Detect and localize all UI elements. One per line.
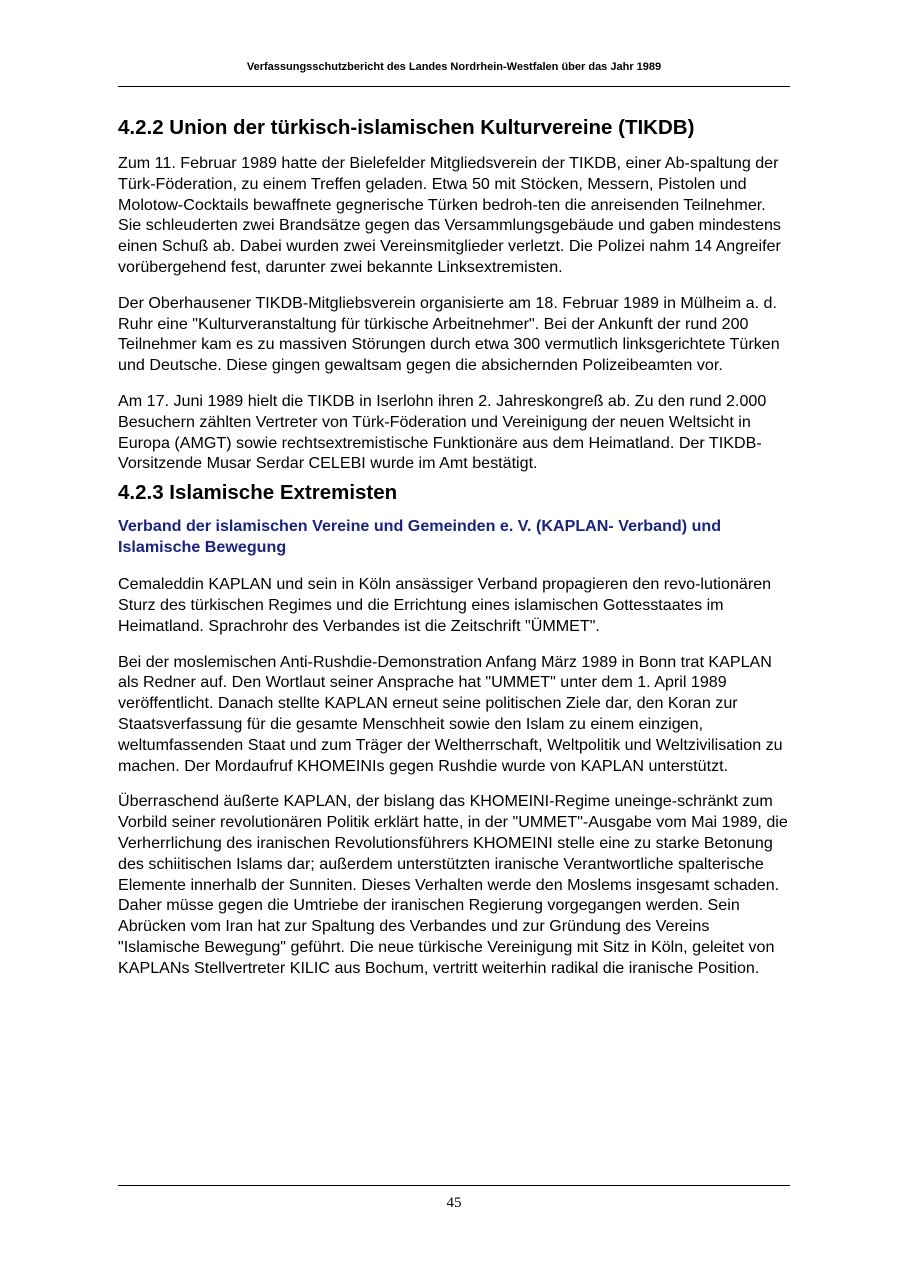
footer-divider [118, 1185, 790, 1186]
section-heading-4-2-2: 4.2.2 Union der türkisch-islamischen Kulturvereine (TIKDB) [118, 116, 695, 139]
subsection-heading: Verband der islamischen Vereine und Gemeinden e. V. (KAPLAN- Verband) und Islamische Bewegung [118, 517, 722, 557]
paragraph: Cemaleddin KAPLAN und sein in Köln ansässiger Verband propagieren den revo-lutionären Sturz des türkischen Regimes und die Errichtung eines islamischen Gottesstaates im Heimatland. Sprachrohr des Verbandes ist die Zeitschrift "ÜMMET". [118, 575, 772, 635]
paragraph: Zum 11. Februar 1989 hatte der Bielefelder Mitgliedsverein der TIKDB, einer Ab-spaltung der Türk-Föderation, zu einem Treffen geladen. Etwa 50 mit Stöcken, Messern, Pistolen und Molotow-Cocktails bewaffnete gegnerische Türken bedroh-ten die anreisenden Teilnehmer. Sie schleuderten zwei Brandsätze gegen das Versammlungsgebäude und gaben mindestens einen Schuß ab. Dabei wurden zwei Vereinsmitglieder verletzt. Die Polizei nahm 14 Angreifer vorübergehend fest, darunter zwei bekannte Linksextremisten. [118, 154, 781, 276]
page-number: 45 [446, 1195, 462, 1211]
paragraph: Am 17. Juni 1989 hielt die TIKDB in Iserlohn ihren 2. Jahreskongreß ab. Zu den rund 2.000 Besuchern zählten Vertreter von Türk-Föderation und Vereinigung der neuen Weltsicht in Europa (AMGT) sowie rechtsextremistische Funktionäre aus dem Heimatland. Der TIKDB-Vorsitzende Musar Serdar CELEBI wurde im Amt bestätigt. [118, 391, 767, 473]
page-body [118, 113, 790, 979]
paragraph: Bei der moslemischen Anti-Rushdie-Demonstration Anfang März 1989 in Bonn trat KAPLAN als Redner auf. Den Wortlaut seiner Ansprache hat "UMMET" unter dem 1. April 1989 veröffentlicht. Danach stellte KAPLAN erneut seine politischen Ziele dar, den Koran zur Staatsverfassung für die gesamte Menschheit sowie den Islam zu einem einzigen, weltumfassenden Staat und zum Träger der Weltherrschaft, Weltpolitik und Weltzivilisation zu machen. Der Mordaufruf KHOMEINIs gegen Rushdie wurde von KAPLAN unterstützt. [118, 652, 783, 775]
header-divider [118, 86, 790, 87]
running-header: Verfassungsschutzbericht des Landes Nordrhein-Westfalen über das Jahr 1989 [246, 61, 662, 73]
section-heading-4-2-3: 4.2.3 Islamische Extremisten [118, 481, 398, 505]
paragraph: Überraschend äußerte KAPLAN, der bislang das KHOMEINI-Regime uneinge-schränkt zum Vorbild seiner revolutionären Politik erklärt hatte, in der "UMMET"-Ausgabe vom Mai 1989, die Verherrlichung des iranischen Revolutionsführers KHOMEINI stelle eine zu starke Betonung des schiitischen Islams dar; außerdem unterstützten iranische Verantwortliche spalterische Elemente innerhalb der Sunniten. Dieses Verhalten werde den Moslems insgesamt schaden. Daher müsse gegen die Umtriebe der iranischen Regierung vorgegangen werden. Sein Abrücken vom Iran hat zur Spaltung des Verbandes und zur Gründung des Vereins "Islamische Bewegung" geführt. Die neue türkische Vereinigung mit Sitz in Köln, geleitet von KAPLANs Stellvertreter KILIC aus Bochum, vertritt weiterhin radikal die iranische Position. [118, 792, 788, 977]
paragraph: Der Oberhausener TIKDB-Mitgliebsverein organisierte am 18. Februar 1989 in Mülheim a. d. Ruhr eine "Kulturveranstaltung für türkische Arbeitnehmer". Bei der Ankunft der rund 200 Teilnehmer kam es zu massiven Störungen durch etwa 300 vermutlich linksgerichtete Türken und Deutsche. Diese gingen gewaltsam gegen die absichernden Polizeibeamten vor. [118, 293, 780, 375]
